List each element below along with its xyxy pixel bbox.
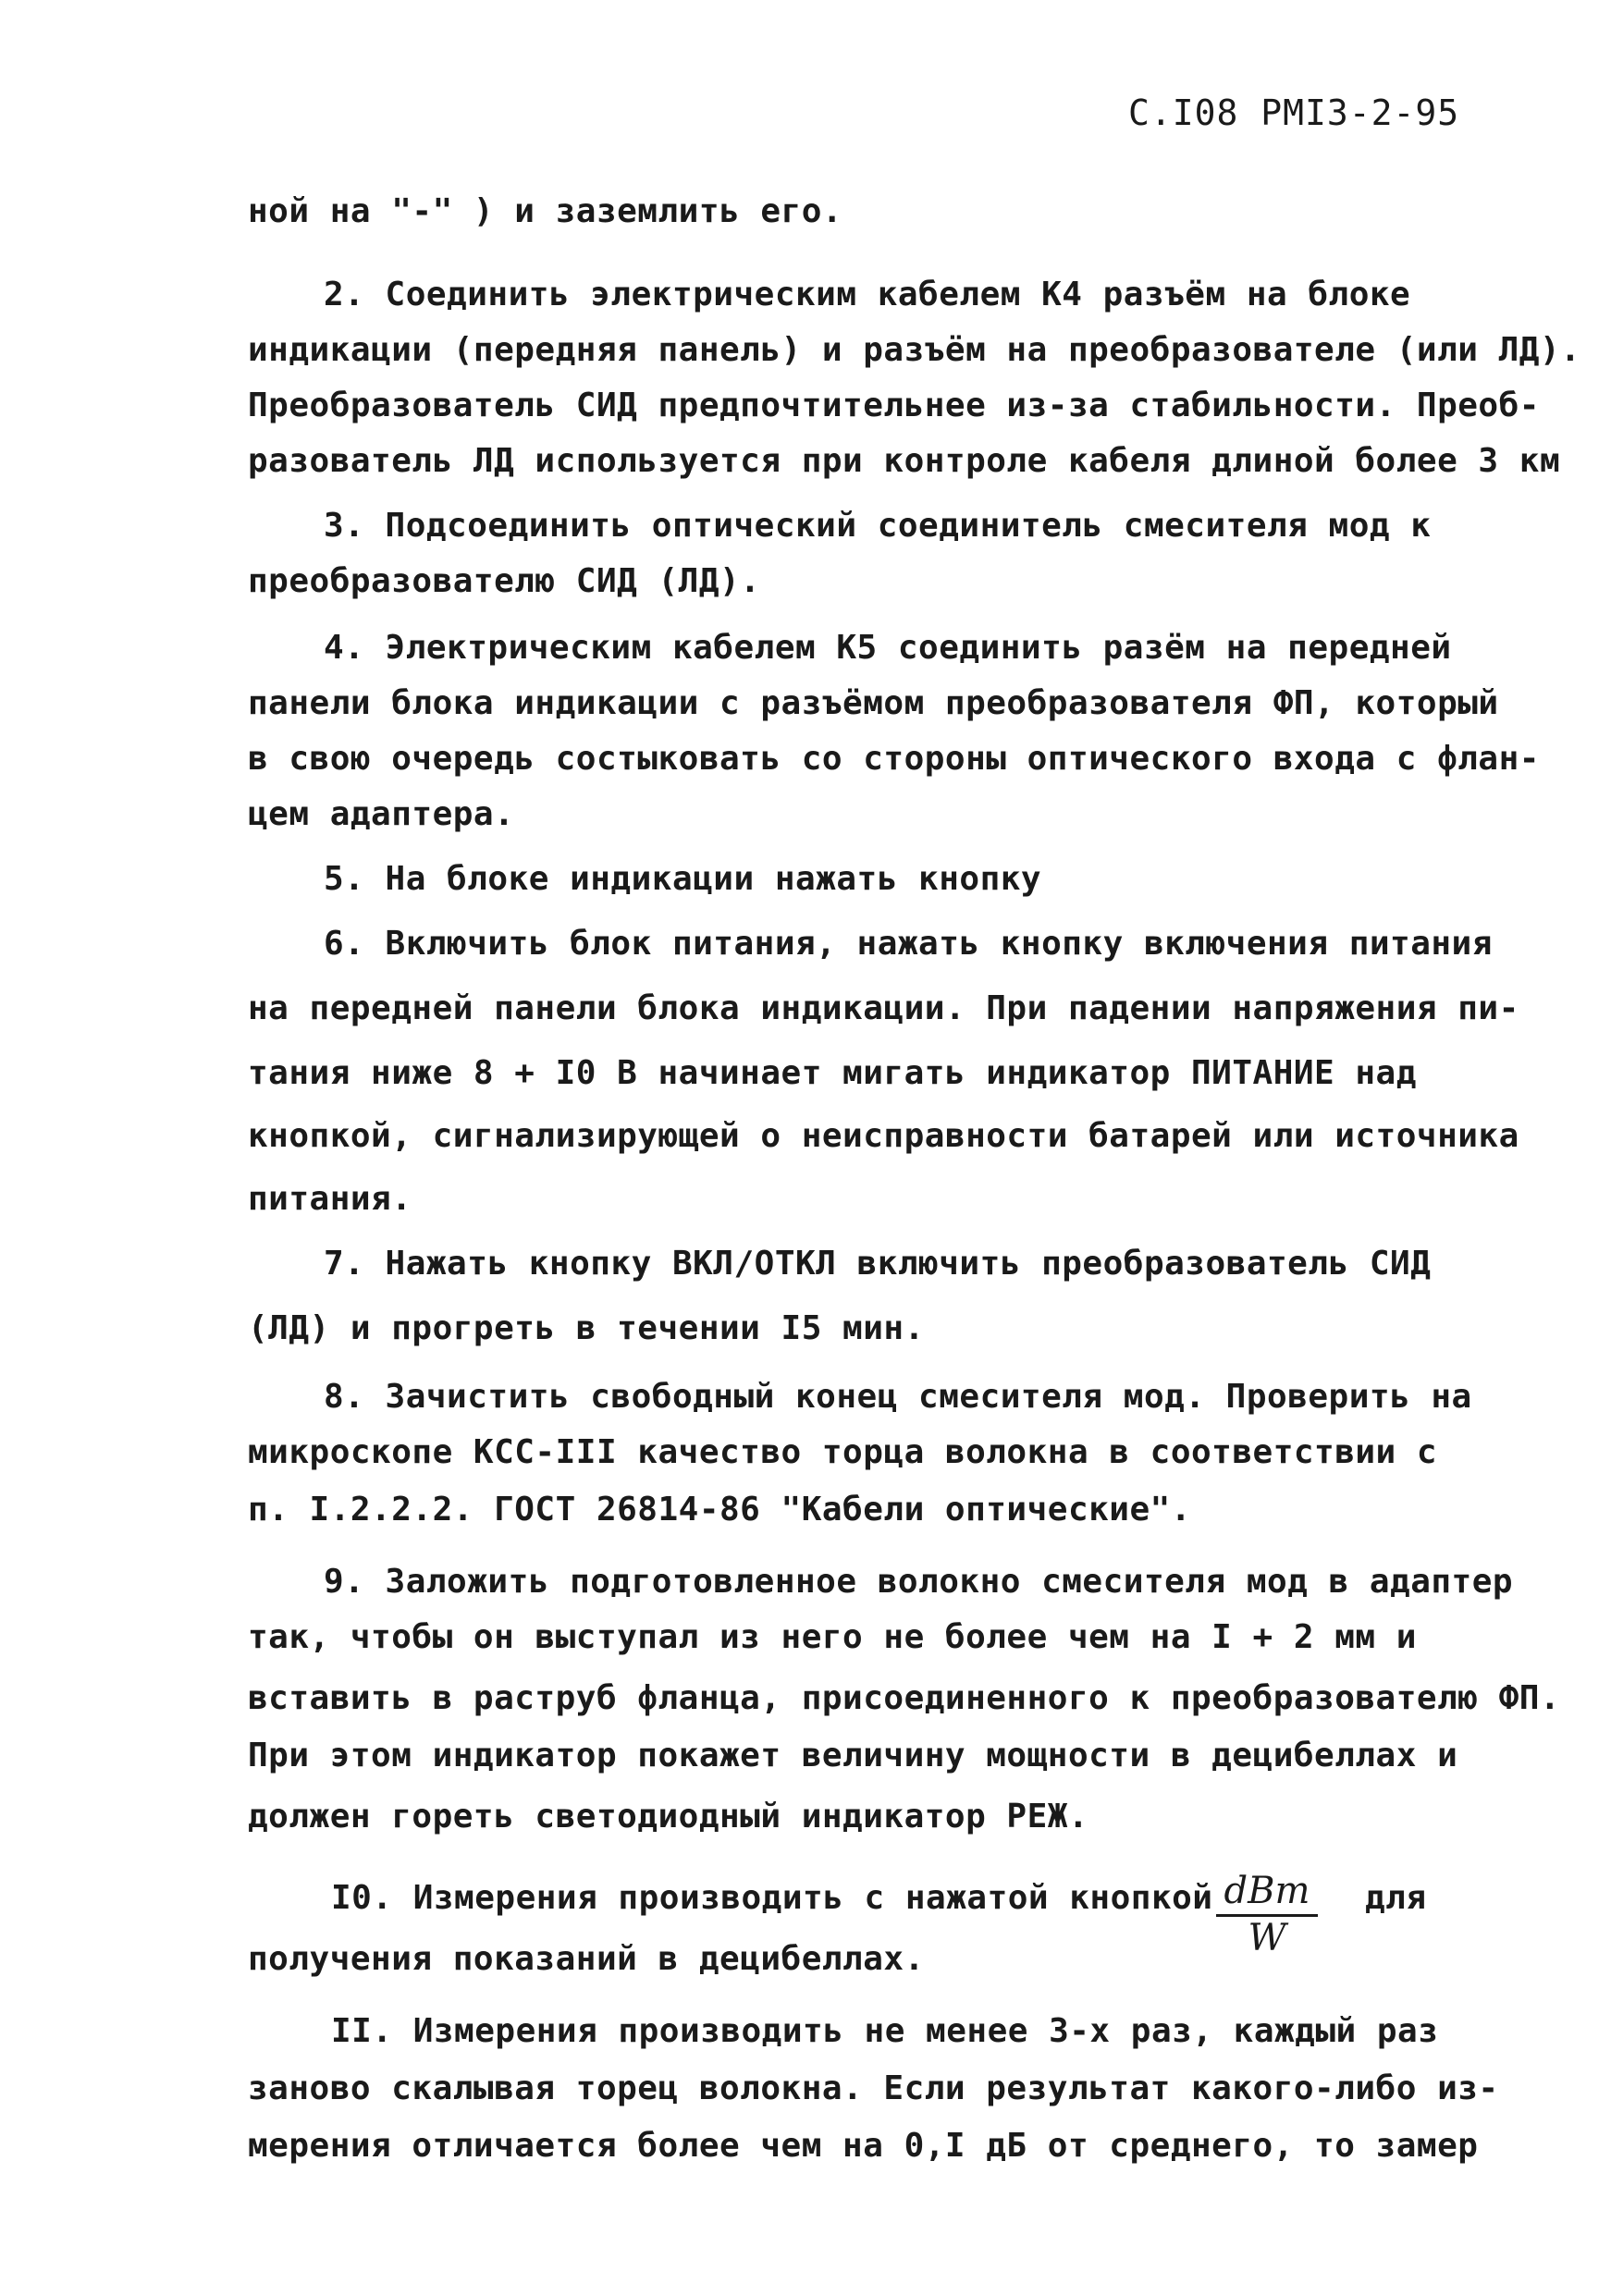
text-line: 9. Заложить подготовленное волокно смесителя мод в адаптер — [324, 1563, 1514, 1601]
text-line: вставить в раструб фланца, присоединенного к преобразователю ФП. — [248, 1679, 1561, 1717]
text-line: Преобразователь СИД предпочтительнее из-за стабильности. Преоб- — [248, 387, 1540, 424]
text-line: 3. Подсоединить оптический соединитель смесителя мод к — [324, 507, 1432, 545]
text-line: разователь ЛД используется при контроле кабеля длиной более 3 км — [248, 442, 1561, 480]
text-line: При этом индикатор покажет величину мощности в децибеллах и — [248, 1737, 1458, 1774]
text-line: панели блока индикации с разъёмом преобразователя ФП, который — [248, 684, 1499, 722]
text-line: 2. Соединить электрическим кабелем К4 разъём на блоке — [324, 276, 1411, 313]
page-header: С.I08 РМI3-2-95 — [1128, 92, 1460, 133]
text-line: кнопкой, сигнализирующей о неисправности батарей или источника — [248, 1117, 1519, 1155]
dbm-w-fraction — [1216, 1870, 1318, 1959]
fraction-denominator: W — [1248, 1917, 1286, 1959]
text-line: тания ниже 8 + I0 В начинает мигать индикатор ПИТАНИЕ над — [248, 1054, 1417, 1092]
text-line: питания. — [248, 1180, 412, 1218]
text-line: 4. Электрическим кабелем К5 соединить разём на передней — [324, 629, 1452, 667]
text-line: 7. Нажать кнопку ВКЛ/ОТКЛ включить преобразователь СИД — [324, 1245, 1432, 1283]
text-line: должен гореть светодиодный индикатор РЕЖ. — [248, 1798, 1089, 1836]
text-line: в свою очередь состыковать со стороны оптического входа с флан- — [248, 740, 1540, 778]
fraction-numerator: dBm — [1224, 1870, 1310, 1912]
text-line: (ЛД) и прогреть в течении I5 мин. — [248, 1309, 925, 1347]
text-line: II. Измерения производить не менее 3-х раз, каждый раз — [331, 2012, 1439, 2050]
text-line: на передней панели блока индикации. При падении напряжения пи- — [248, 989, 1519, 1027]
text-line: так, чтобы он выступал из него не более чем на I + 2 мм и — [248, 1618, 1417, 1656]
text-line: 5. На блоке индикации нажать кнопку — [324, 860, 1042, 898]
text-line: п. I.2.2.2. ГОСТ 26814-86 "Кабели оптические". — [248, 1491, 1191, 1529]
text-line: преобразователю СИД (ЛД). — [248, 562, 761, 600]
text-line: микроскопе КСС-III качество торца волокна в соответствии с — [248, 1433, 1438, 1471]
text-line: I0. Измерения производить с нажатой кнопкой — [331, 1879, 1213, 1917]
text-line: заново скалывая торец волокна. Если результат какого-либо из- — [248, 2069, 1499, 2107]
text-line: получения показаний в децибеллах. — [248, 1940, 925, 1978]
text-line: цем адаптера. — [248, 795, 515, 833]
text-line: для — [1365, 1879, 1427, 1917]
text-line: мерения отличается более чем на 0,I дБ от среднего, то замер — [248, 2127, 1479, 2165]
text-line: 6. Включить блок питания, нажать кнопку включения питания — [324, 925, 1493, 963]
text-line: ной на "-" ) и заземлить его. — [248, 192, 843, 230]
text-line: 8. Зачистить свободный конец смесителя мод. Проверить на — [324, 1378, 1472, 1416]
text-line: индикации (передняя панель) и разъём на преобразователе (или ЛД). — [248, 331, 1581, 369]
